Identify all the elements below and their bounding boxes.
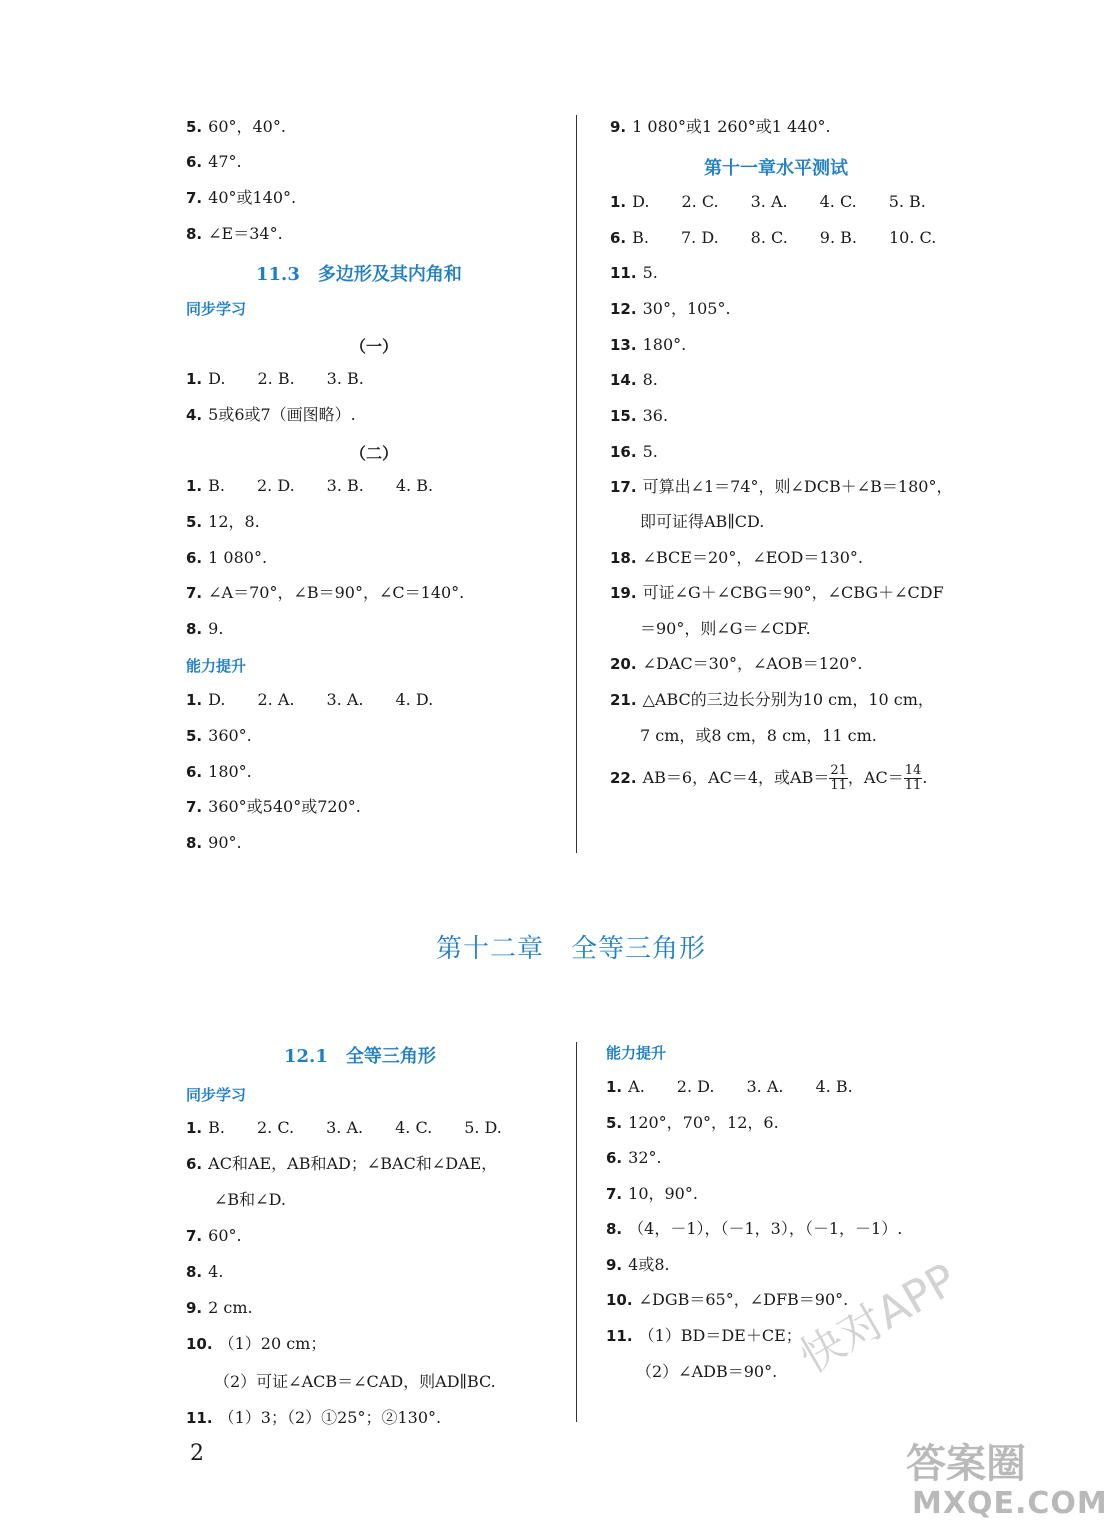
answer-line: 8. 4. <box>186 1262 224 1281</box>
answer-line: 10. （1）20 cm； <box>186 1334 327 1353</box>
answer-line: 6. B. 7. D. 8. C. 9. B. 10. C. <box>610 228 937 247</box>
answer-line: 16. 5. <box>610 442 658 461</box>
answer-line: 1. A. 2. D. 3. A. 4. B. <box>606 1077 853 1096</box>
chapter-12-title: 第十二章 全等三角形 <box>436 934 707 964</box>
answer-line: 13. 180°. <box>610 335 687 354</box>
answer-line: 7. 360°或540°或720°. <box>186 797 361 816</box>
answer-line: 10. ∠DGB＝65°，∠DFB＝90°. <box>606 1290 849 1309</box>
answer-line: 12. 30°，105°. <box>610 299 731 318</box>
answer-line: 14. 8. <box>610 370 658 389</box>
answer-line: 18. ∠BCE＝20°，∠EOD＝130°. <box>610 548 863 567</box>
answer-line: 21. △ABC的三边长分别为10 cm，10 cm， <box>610 690 934 709</box>
answer-line: 20. ∠DAC＝30°，∠AOB＝120°. <box>610 654 863 673</box>
answer-line: 6. 32°. <box>606 1148 662 1167</box>
answer-line: 11. （1）3；（2）①25°；②130°. <box>186 1408 442 1427</box>
answer-line: 7. 40°或140°. <box>186 188 297 207</box>
answer-line: 1. D. 2. C. 3. A. 4. C. 5. B. <box>610 192 926 211</box>
answer-line: 9. 2 cm. <box>186 1298 253 1317</box>
answer-line: 5. 12，8. <box>186 512 260 531</box>
answer-line: 5. 60°，40°. <box>186 117 286 136</box>
answer-line: 4. 5或6或7（画图略）. <box>186 405 356 424</box>
answer-line: 8. （4，－1），（－1，3），（－1，－1）. <box>606 1219 903 1238</box>
part-one-heading: （一） <box>350 337 399 356</box>
part-two-heading: （二） <box>350 444 399 463</box>
column-divider <box>576 115 577 853</box>
answer-line: 17. 可算出∠1＝74°，则∠DCB＋∠B＝180°， <box>610 477 953 496</box>
answer-line: 7 cm，或8 cm，8 cm，11 cm. <box>640 726 877 745</box>
sync-learning-label: 同步学习 <box>186 1086 247 1104</box>
fraction-14-11: $\frac{14}{11}$ <box>904 763 922 793</box>
answer-line: 1. B. 2. D. 3. B. 4. B. <box>186 476 434 495</box>
brand-watermark: 答案圈 <box>906 1441 1026 1487</box>
answer-line: 1. D. 2. A. 3. A. 4. D. <box>186 690 434 709</box>
answer-line: 8. 90°. <box>186 833 242 852</box>
ability-label: 能力提升 <box>606 1044 667 1062</box>
fraction-21-11: $\frac{21}{11}$ <box>830 763 847 793</box>
ability-label: 能力提升 <box>186 657 247 675</box>
answer-line: 6. AC和AE，AB和AD；∠BAC和∠DAE， <box>186 1154 498 1173</box>
answer-line: 8. ∠E＝34°. <box>186 224 283 243</box>
answer-line: 即可证得AB∥CD. <box>640 512 765 531</box>
answer-line: 6. 1 080°. <box>186 548 268 567</box>
answer-line: 15. 36. <box>610 406 669 425</box>
answer-line: 11. 5. <box>610 263 658 282</box>
answer-line: 19. 可证∠G＋∠CBG＝90°，∠CBG＋∠CDF <box>610 583 944 602</box>
answer-line: 9. 1 080°或1 260°或1 440°. <box>610 117 831 136</box>
chapter-11-test-title: 第十一章水平测试 <box>704 158 848 179</box>
app-watermark: 快对APP <box>791 1253 966 1384</box>
answer-line: 7. 60°. <box>186 1226 242 1245</box>
answer-line: 6. 47°. <box>186 152 242 171</box>
section-title-12-1: 12.1 全等三角形 <box>284 1046 436 1067</box>
answer-line: 1. B. 2. C. 3. A. 4. C. 5. D. <box>186 1118 502 1137</box>
sync-learning-label: 同步学习 <box>186 300 247 318</box>
answer-line: 9. 4或8. <box>606 1255 670 1274</box>
url-watermark: MXQE.COM <box>912 1486 1108 1521</box>
answer-line: 8. 9. <box>186 619 224 638</box>
answer-line: （2）可证∠ACB＝∠CAD，则AD∥BC. <box>214 1372 496 1391</box>
answer-line: 1. D. 2. B. 3. B. <box>186 369 364 388</box>
section-title-11-3: 11.3 多边形及其内角和 <box>256 264 462 285</box>
answer-line: 11. （1）BD＝DE＋CE； <box>606 1326 802 1345</box>
answer-line: 5. 360°. <box>186 726 252 745</box>
answer-line: 7. 10，90°. <box>606 1184 698 1203</box>
answer-line: ＝90°，则∠G＝∠CDF. <box>640 619 811 638</box>
answer-line-fractions: 22. AB＝6，AC＝4，或AB＝ $\frac{21}{11}$ ，AC＝ $\frac{14}{11}$ . <box>610 763 928 793</box>
answer-line: ∠B和∠D. <box>214 1190 286 1209</box>
page-number: 2 <box>190 1441 204 1466</box>
answer-line: 5. 120°，70°，12，6. <box>606 1113 779 1132</box>
answer-line: 6. 180°. <box>186 762 252 781</box>
column-divider <box>576 1042 577 1422</box>
answer-line: 7. ∠A＝70°，∠B＝90°，∠C＝140°. <box>186 583 465 602</box>
answer-line: （2）∠ADB＝90°. <box>636 1362 778 1381</box>
